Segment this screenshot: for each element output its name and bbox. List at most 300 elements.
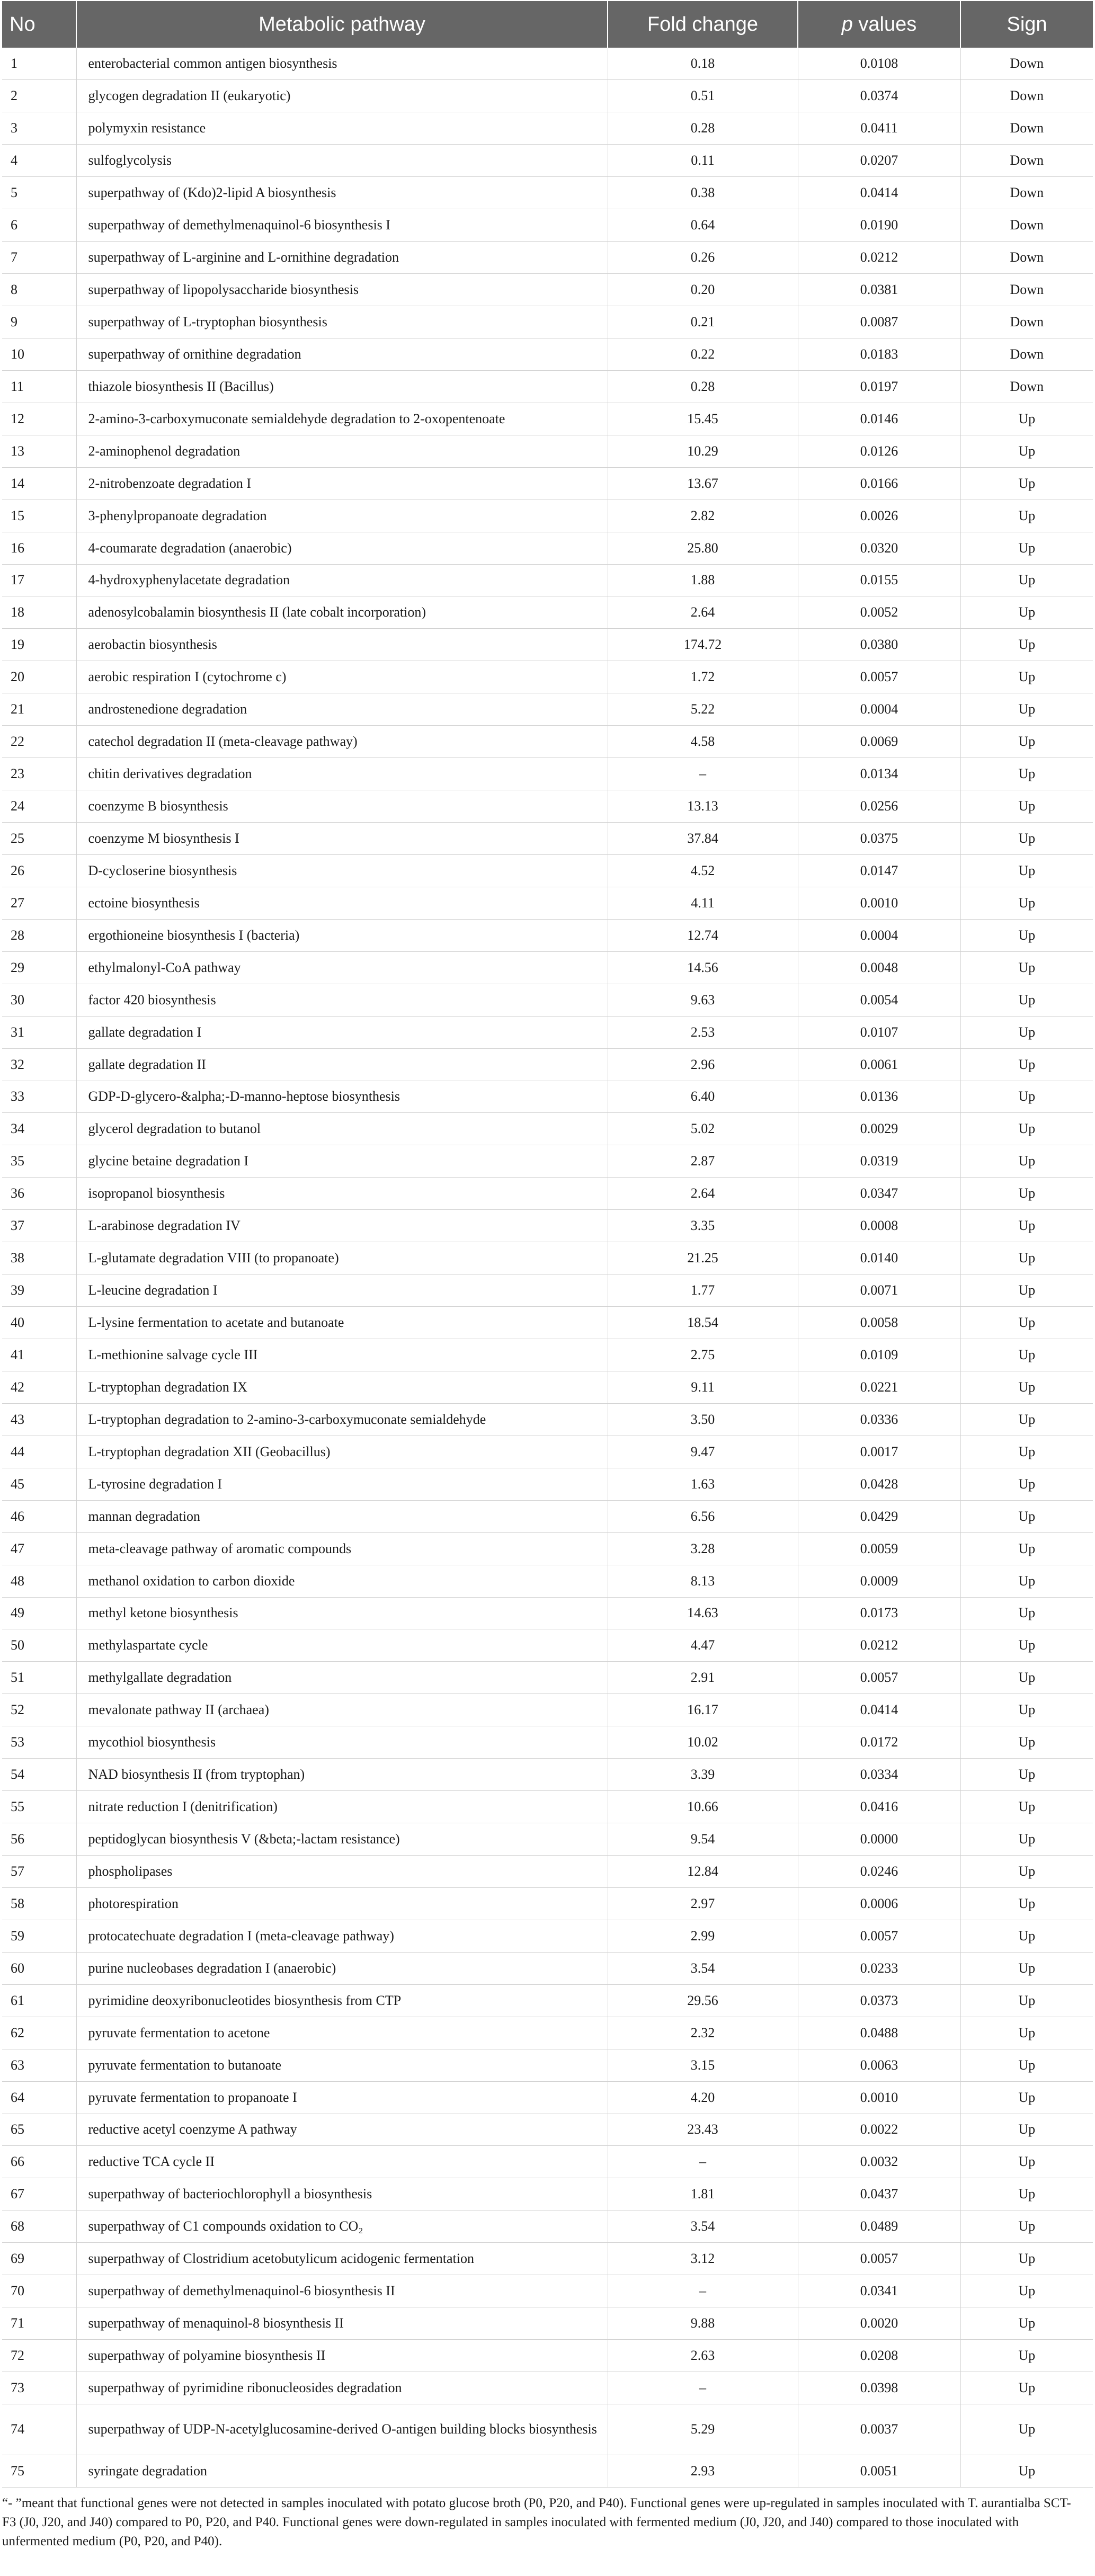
cell-pathway: isopropanol biosynthesis <box>76 1178 608 1210</box>
cell-sign: Up <box>960 2210 1093 2243</box>
cell-no: 49 <box>2 1597 76 1629</box>
cell-no: 13 <box>2 435 76 467</box>
cell-pathway: superpathway of Clostridium acetobutylicum acidogenic fermentation <box>76 2243 608 2275</box>
cell-fold-change: 2.82 <box>608 500 798 532</box>
table-row <box>2 1887 1093 1920</box>
cell-p-value: 0.0057 <box>798 1920 960 1952</box>
cell-sign: Up <box>960 1984 1093 2017</box>
table-row <box>2 2049 1093 2081</box>
cell-p-value: 0.0380 <box>798 629 960 661</box>
cell-sign: Down <box>960 145 1093 177</box>
cell-fold-change: 1.72 <box>608 661 798 693</box>
cell-no: 34 <box>2 1113 76 1145</box>
cell-no: 61 <box>2 1984 76 2017</box>
table-row <box>2 1920 1093 1952</box>
cell-fold-change: 2.63 <box>608 2340 798 2372</box>
cell-fold-change: 15.45 <box>608 403 798 435</box>
cell-fold-change: 29.56 <box>608 1984 798 2017</box>
cell-fold-change: 0.28 <box>608 112 798 145</box>
cell-sign: Up <box>960 403 1093 435</box>
cell-no: 35 <box>2 1145 76 1178</box>
table-row <box>2 338 1093 370</box>
cell-pathway: pyrimidine deoxyribonucleotides biosynthesis from CTP <box>76 1984 608 2017</box>
cell-pathway: ergothioneine biosynthesis I (bacteria) <box>76 919 608 951</box>
cell-p-value: 0.0029 <box>798 1113 960 1145</box>
header-row <box>2 1 1093 48</box>
cell-p-value: 0.0341 <box>798 2275 960 2307</box>
cell-pathway: sulfoglycolysis <box>76 145 608 177</box>
cell-p-value: 0.0071 <box>798 1274 960 1307</box>
table-row <box>2 80 1093 112</box>
cell-fold-change: 6.56 <box>608 1500 798 1532</box>
cell-pathway: glycerol degradation to butanol <box>76 1113 608 1145</box>
cell-pathway: aerobic respiration I (cytochrome c) <box>76 661 608 693</box>
cell-no: 31 <box>2 1016 76 1048</box>
table-row <box>2 112 1093 145</box>
cell-p-value: 0.0000 <box>798 1823 960 1856</box>
cell-no: 23 <box>2 758 76 790</box>
cell-fold-change: 2.99 <box>608 1920 798 1952</box>
table-row <box>2 2455 1093 2487</box>
cell-pathway: superpathway of menaquinol-8 biosynthesis II <box>76 2307 608 2340</box>
cell-p-value: 0.0374 <box>798 80 960 112</box>
cell-pathway: mevalonate pathway II (archaea) <box>76 1694 608 1726</box>
table-row <box>2 1307 1093 1339</box>
cell-p-value: 0.0136 <box>798 1081 960 1113</box>
table-row <box>2 2275 1093 2307</box>
cell-pathway: adenosylcobalamin biosynthesis II (late cobalt incorporation) <box>76 596 608 629</box>
cell-pathway: superpathway of pyrimidine ribonucleosides degradation <box>76 2372 608 2404</box>
table-row <box>2 467 1093 500</box>
cell-pathway: ectoine biosynthesis <box>76 887 608 919</box>
cell-p-value: 0.0416 <box>798 1791 960 1823</box>
cell-no: 74 <box>2 2404 76 2455</box>
cell-p-value: 0.0166 <box>798 467 960 500</box>
cell-sign: Up <box>960 1178 1093 1210</box>
cell-fold-change: 0.26 <box>608 242 798 274</box>
cell-pathway: catechol degradation II (meta-cleavage pathway) <box>76 726 608 758</box>
cell-pathway: L-arabinose degradation IV <box>76 1210 608 1242</box>
cell-fold-change: 2.93 <box>608 2455 798 2487</box>
cell-fold-change: 3.15 <box>608 2049 798 2081</box>
cell-sign: Up <box>960 2178 1093 2210</box>
table-row <box>2 1339 1093 1371</box>
cell-no: 70 <box>2 2275 76 2307</box>
cell-no: 24 <box>2 790 76 823</box>
cell-pathway: protocatechuate degradation I (meta-cleavage pathway) <box>76 1920 608 1952</box>
cell-p-value: 0.0212 <box>798 1629 960 1662</box>
cell-pathway: methylaspartate cycle <box>76 1629 608 1662</box>
cell-sign: Up <box>960 2404 1093 2455</box>
cell-p-value: 0.0172 <box>798 1726 960 1759</box>
cell-sign: Down <box>960 209 1093 242</box>
cell-fold-change: 2.97 <box>608 1887 798 1920</box>
cell-fold-change: 37.84 <box>608 823 798 855</box>
cell-pathway: superpathway of demethylmenaquinol-6 biosynthesis II <box>76 2275 608 2307</box>
table-row <box>2 1048 1093 1081</box>
cell-p-value: 0.0006 <box>798 1887 960 1920</box>
cell-sign: Up <box>960 1952 1093 1984</box>
cell-fold-change: 2.87 <box>608 1145 798 1178</box>
cell-sign: Up <box>960 564 1093 596</box>
cell-sign: Down <box>960 80 1093 112</box>
cell-pathway: pyruvate fermentation to acetone <box>76 2017 608 2049</box>
cell-no: 55 <box>2 1791 76 1823</box>
cell-no: 36 <box>2 1178 76 1210</box>
cell-fold-change: 0.38 <box>608 177 798 209</box>
cell-sign: Up <box>960 1759 1093 1791</box>
cell-p-value: 0.0437 <box>798 2178 960 2210</box>
cell-sign: Up <box>960 1339 1093 1371</box>
cell-no: 50 <box>2 1629 76 1662</box>
cell-sign: Up <box>960 2243 1093 2275</box>
cell-p-value: 0.0319 <box>798 1145 960 1178</box>
cell-no: 37 <box>2 1210 76 1242</box>
cell-fold-change: 0.22 <box>608 338 798 370</box>
cell-fold-change: 3.39 <box>608 1759 798 1791</box>
cell-fold-change: 8.13 <box>608 1565 798 1597</box>
cell-sign: Up <box>960 2307 1093 2340</box>
table-row <box>2 370 1093 403</box>
cell-sign: Up <box>960 596 1093 629</box>
table-row <box>2 435 1093 467</box>
cell-p-value: 0.0155 <box>798 564 960 596</box>
table-row <box>2 48 1093 80</box>
cell-pathway: L-leucine degradation I <box>76 1274 608 1307</box>
cell-no: 30 <box>2 984 76 1016</box>
cell-sign: Up <box>960 661 1093 693</box>
cell-pathway: L-tryptophan degradation XII (Geobacillus) <box>76 1436 608 1468</box>
cell-fold-change: 0.64 <box>608 209 798 242</box>
table-row <box>2 2340 1093 2372</box>
table-row <box>2 854 1093 887</box>
cell-sign: Up <box>960 2340 1093 2372</box>
cell-p-value: 0.0375 <box>798 823 960 855</box>
cell-p-value: 0.0059 <box>798 1532 960 1565</box>
cell-no: 9 <box>2 306 76 338</box>
table-row <box>2 500 1093 532</box>
cell-fold-change: 23.43 <box>608 2114 798 2146</box>
table-row <box>2 1759 1093 1791</box>
cell-pathway: methylgallate degradation <box>76 1662 608 1694</box>
cell-no: 64 <box>2 2081 76 2114</box>
cell-fold-change: – <box>608 2372 798 2404</box>
table-row <box>2 2114 1093 2146</box>
cell-pathway: photorespiration <box>76 1887 608 1920</box>
cell-no: 44 <box>2 1436 76 1468</box>
cell-pathway: L-tryptophan degradation to 2-amino-3-carboxymuconate semialdehyde <box>76 1403 608 1436</box>
table-row <box>2 274 1093 306</box>
cell-no: 65 <box>2 2114 76 2146</box>
cell-p-value: 0.0347 <box>798 1178 960 1210</box>
cell-sign: Up <box>960 1823 1093 1856</box>
table-row <box>2 306 1093 338</box>
cell-fold-change: 18.54 <box>608 1307 798 1339</box>
table-footnote: “- ”meant that functional genes were not detected in samples inoculated with potato glucose broth (P0, P20, and P40). Functional genes were up-regulated in samples inoculated with T. aurantialba SCT-F3 (J0, J20, and J40) compared to P0, P20, and P40. Functional genes were down-regulated in samples inoculated with fermented medium (J0, J20, and J40) compared to those inoculated with unfermented medium (P0, P20, and P40). <box>2 2496 1071 2548</box>
cell-pathway: thiazole biosynthesis II (Bacillus) <box>76 370 608 403</box>
cell-fold-change: 4.11 <box>608 887 798 919</box>
cell-sign: Up <box>960 467 1093 500</box>
cell-fold-change: 12.74 <box>608 919 798 951</box>
cell-pathway: factor 420 biosynthesis <box>76 984 608 1016</box>
cell-p-value: 0.0428 <box>798 1468 960 1500</box>
cell-sign: Down <box>960 112 1093 145</box>
cell-sign: Up <box>960 854 1093 887</box>
cell-sign: Up <box>960 1597 1093 1629</box>
cell-fold-change: – <box>608 758 798 790</box>
cell-sign: Up <box>960 919 1093 951</box>
cell-pathway: androstenedione degradation <box>76 693 608 726</box>
cell-pathway: 2-amino-3-carboxymuconate semialdehyde degradation to 2-oxopentenoate <box>76 403 608 435</box>
cell-no: 21 <box>2 693 76 726</box>
cell-sign: Up <box>960 1629 1093 1662</box>
cell-pathway: superpathway of bacteriochlorophyll a biosynthesis <box>76 2178 608 2210</box>
table-row <box>2 1694 1093 1726</box>
cell-no: 69 <box>2 2243 76 2275</box>
cell-sign: Down <box>960 177 1093 209</box>
cell-p-value: 0.0140 <box>798 1242 960 1274</box>
cell-no: 48 <box>2 1565 76 1597</box>
cell-pathway: chitin derivatives degradation <box>76 758 608 790</box>
cell-no: 62 <box>2 2017 76 2049</box>
cell-pathway: phospholipases <box>76 1856 608 1888</box>
cell-sign: Up <box>960 2455 1093 2487</box>
cell-pathway: coenzyme B biosynthesis <box>76 790 608 823</box>
cell-p-value: 0.0173 <box>798 1597 960 1629</box>
cell-no: 67 <box>2 2178 76 2210</box>
cell-pathway: polymyxin resistance <box>76 112 608 145</box>
cell-pathway: enterobacterial common antigen biosynthesis <box>76 48 608 80</box>
cell-sign: Up <box>960 1532 1093 1565</box>
cell-no: 52 <box>2 1694 76 1726</box>
cell-sign: Up <box>960 1081 1093 1113</box>
cell-fold-change: 2.96 <box>608 1048 798 1081</box>
cell-no: 16 <box>2 532 76 564</box>
cell-p-value: 0.0010 <box>798 887 960 919</box>
table-row <box>2 1210 1093 1242</box>
cell-pathway: L-methionine salvage cycle III <box>76 1339 608 1371</box>
table-row <box>2 564 1093 596</box>
cell-sign: Up <box>960 790 1093 823</box>
table-row <box>2 1597 1093 1629</box>
cell-p-value: 0.0398 <box>798 2372 960 2404</box>
cell-fold-change: 174.72 <box>608 629 798 661</box>
table-row <box>2 1500 1093 1532</box>
cell-sign: Up <box>960 1856 1093 1888</box>
cell-pathway: syringate degradation <box>76 2455 608 2487</box>
cell-fold-change: 5.02 <box>608 1113 798 1145</box>
cell-fold-change: 0.20 <box>608 274 798 306</box>
cell-no: 6 <box>2 209 76 242</box>
cell-fold-change: 10.66 <box>608 1791 798 1823</box>
cell-sign: Up <box>960 1113 1093 1145</box>
cell-sign: Down <box>960 306 1093 338</box>
cell-no: 26 <box>2 854 76 887</box>
cell-sign: Up <box>960 693 1093 726</box>
cell-pathway: glycogen degradation II (eukaryotic) <box>76 80 608 112</box>
cell-pathway: superpathway of C1 compounds oxidation to CO₂ <box>76 2210 608 2243</box>
header-fold-change: Fold change <box>608 1 798 48</box>
cell-fold-change: 3.50 <box>608 1403 798 1436</box>
cell-p-value: 0.0108 <box>798 48 960 80</box>
table-row <box>2 2146 1093 2178</box>
cell-no: 22 <box>2 726 76 758</box>
cell-pathway: methanol oxidation to carbon dioxide <box>76 1565 608 1597</box>
cell-pathway: pyruvate fermentation to propanoate I <box>76 2081 608 2114</box>
cell-pathway: 2-nitrobenzoate degradation I <box>76 467 608 500</box>
cell-no: 12 <box>2 403 76 435</box>
table-row <box>2 1726 1093 1759</box>
cell-p-value: 0.0336 <box>798 1403 960 1436</box>
cell-no: 17 <box>2 564 76 596</box>
header-p-italic: p <box>841 13 853 35</box>
cell-fold-change: – <box>608 2146 798 2178</box>
cell-no: 53 <box>2 1726 76 1759</box>
cell-pathway: aerobactin biosynthesis <box>76 629 608 661</box>
cell-sign: Up <box>960 984 1093 1016</box>
cell-p-value: 0.0061 <box>798 1048 960 1081</box>
cell-no: 54 <box>2 1759 76 1791</box>
cell-pathway: mannan degradation <box>76 1500 608 1532</box>
cell-p-value: 0.0010 <box>798 2081 960 2114</box>
cell-fold-change: 16.17 <box>608 1694 798 1726</box>
cell-pathway: L-tyrosine degradation I <box>76 1468 608 1500</box>
cell-sign: Up <box>960 2275 1093 2307</box>
table-row <box>2 1984 1093 2017</box>
cell-p-value: 0.0009 <box>798 1565 960 1597</box>
cell-p-value: 0.0256 <box>798 790 960 823</box>
table-row <box>2 596 1093 629</box>
cell-p-value: 0.0221 <box>798 1371 960 1403</box>
table-row <box>2 1242 1093 1274</box>
metabolic-pathway-table <box>2 1 1093 2488</box>
cell-fold-change: 10.29 <box>608 435 798 467</box>
cell-pathway: peptidoglycan biosynthesis V (&beta;-lactam resistance) <box>76 1823 608 1856</box>
cell-pathway: superpathway of L-arginine and L-ornithine degradation <box>76 242 608 274</box>
table-row <box>2 661 1093 693</box>
table-row <box>2 1662 1093 1694</box>
header-p-rest: values <box>852 13 917 35</box>
table-row <box>2 1081 1093 1113</box>
cell-p-value: 0.0190 <box>798 209 960 242</box>
cell-p-value: 0.0052 <box>798 596 960 629</box>
cell-no: 1 <box>2 48 76 80</box>
table-row <box>2 1952 1093 1984</box>
table-row <box>2 242 1093 274</box>
cell-pathway: superpathway of (Kdo)2-lipid A biosynthesis <box>76 177 608 209</box>
cell-p-value: 0.0057 <box>798 661 960 693</box>
cell-no: 8 <box>2 274 76 306</box>
table-row <box>2 984 1093 1016</box>
cell-no: 40 <box>2 1307 76 1339</box>
cell-p-value: 0.0411 <box>798 112 960 145</box>
cell-fold-change: 0.51 <box>608 80 798 112</box>
cell-p-value: 0.0414 <box>798 1694 960 1726</box>
cell-pathway: L-tryptophan degradation IX <box>76 1371 608 1403</box>
table-row <box>2 726 1093 758</box>
cell-fold-change: 2.32 <box>608 2017 798 2049</box>
cell-pathway: mycothiol biosynthesis <box>76 1726 608 1759</box>
cell-p-value: 0.0063 <box>798 2049 960 2081</box>
cell-no: 41 <box>2 1339 76 1371</box>
cell-sign: Up <box>960 1920 1093 1952</box>
cell-p-value: 0.0020 <box>798 2307 960 2340</box>
table-row <box>2 2178 1093 2210</box>
cell-p-value: 0.0004 <box>798 693 960 726</box>
cell-sign: Up <box>960 1307 1093 1339</box>
cell-sign: Up <box>960 1210 1093 1242</box>
table-body <box>2 48 1093 2487</box>
table-row <box>2 1371 1093 1403</box>
cell-no: 43 <box>2 1403 76 1436</box>
table-row <box>2 1403 1093 1436</box>
cell-fold-change: 4.52 <box>608 854 798 887</box>
cell-sign: Up <box>960 1726 1093 1759</box>
cell-fold-change: 4.47 <box>608 1629 798 1662</box>
cell-no: 57 <box>2 1856 76 1888</box>
cell-fold-change: – <box>608 2275 798 2307</box>
cell-p-value: 0.0147 <box>798 854 960 887</box>
cell-no: 7 <box>2 242 76 274</box>
cell-p-value: 0.0032 <box>798 2146 960 2178</box>
cell-p-value: 0.0048 <box>798 951 960 984</box>
cell-no: 25 <box>2 823 76 855</box>
cell-p-value: 0.0109 <box>798 1339 960 1371</box>
table-row <box>2 1113 1093 1145</box>
cell-p-value: 0.0069 <box>798 726 960 758</box>
cell-pathway: superpathway of UDP-N-acetylglucosamine-derived O-antigen building blocks biosynthesis <box>76 2404 608 2455</box>
cell-no: 11 <box>2 370 76 403</box>
table-row <box>2 2307 1093 2340</box>
cell-p-value: 0.0008 <box>798 1210 960 1242</box>
table-row <box>2 2210 1093 2243</box>
cell-pathway: gallate degradation II <box>76 1048 608 1081</box>
cell-pathway: 2-aminophenol degradation <box>76 435 608 467</box>
cell-no: 32 <box>2 1048 76 1081</box>
cell-p-value: 0.0058 <box>798 1307 960 1339</box>
cell-p-value: 0.0051 <box>798 2455 960 2487</box>
cell-sign: Up <box>960 629 1093 661</box>
table-row <box>2 1629 1093 1662</box>
cell-fold-change: 5.29 <box>608 2404 798 2455</box>
cell-p-value: 0.0107 <box>798 1016 960 1048</box>
table-row <box>2 887 1093 919</box>
cell-sign: Down <box>960 48 1093 80</box>
cell-fold-change: 2.64 <box>608 596 798 629</box>
cell-fold-change: 1.81 <box>608 2178 798 2210</box>
cell-pathway: NAD biosynthesis II (from tryptophan) <box>76 1759 608 1791</box>
cell-pathway: gallate degradation I <box>76 1016 608 1048</box>
cell-pathway: superpathway of L-tryptophan biosynthesis <box>76 306 608 338</box>
cell-no: 19 <box>2 629 76 661</box>
cell-pathway: nitrate reduction I (denitrification) <box>76 1791 608 1823</box>
cell-no: 38 <box>2 1242 76 1274</box>
cell-pathway: pyruvate fermentation to butanoate <box>76 2049 608 2081</box>
cell-p-value: 0.0134 <box>798 758 960 790</box>
cell-no: 5 <box>2 177 76 209</box>
cell-no: 14 <box>2 467 76 500</box>
cell-fold-change: 5.22 <box>608 693 798 726</box>
table-row <box>2 629 1093 661</box>
cell-pathway: purine nucleobases degradation I (anaerobic) <box>76 1952 608 1984</box>
table-row <box>2 758 1093 790</box>
cell-sign: Down <box>960 274 1093 306</box>
cell-no: 33 <box>2 1081 76 1113</box>
cell-sign: Up <box>960 1694 1093 1726</box>
cell-pathway: GDP-D-glycero-&alpha;-D-manno-heptose biosynthesis <box>76 1081 608 1113</box>
cell-fold-change: 3.28 <box>608 1532 798 1565</box>
cell-fold-change: 9.47 <box>608 1436 798 1468</box>
